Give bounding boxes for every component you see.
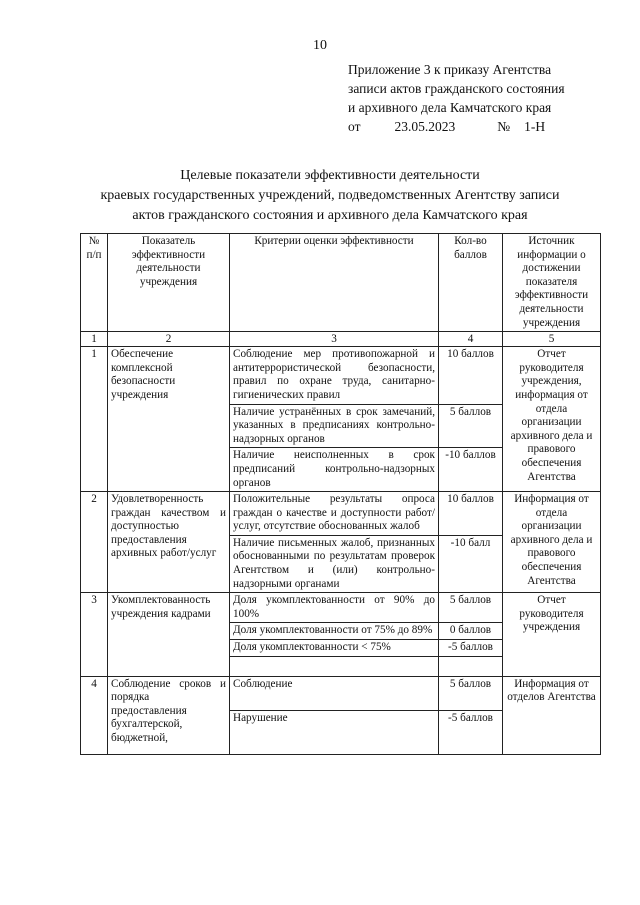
header-criteria: Критерии оценки эффективности: [230, 234, 439, 332]
document-title-line-3: актов гражданского состояния и архивного дела Камчатского края: [132, 208, 528, 223]
page-number: 10: [313, 38, 327, 53]
row-points: 5 баллов: [439, 404, 503, 448]
row-criterion: Положительные результаты опроса граждан о качестве и доступности работ/услуг, отсутствие обоснованных жалоб: [230, 492, 439, 536]
row-indicator: Укомплектованность учреждения кадрами: [108, 593, 230, 676]
header-indicator: Показатель эффективности деятельности учреждения: [108, 234, 230, 332]
row-criterion: Доля укомплектованности < 75%: [230, 640, 439, 657]
row-points: -5 баллов: [439, 640, 503, 657]
column-number: 3: [230, 332, 439, 347]
row-indicator: Соблюдение сроков и порядка предоставления бухгалтерской, бюджетной,: [108, 676, 230, 754]
appendix-line-3: и архивного дела Камчатского края: [348, 100, 552, 115]
row-indicator: Удовлетворенность граждан качеством и доступностью предоставления архивных работ/услуг: [108, 492, 230, 593]
table-row: [81, 676, 601, 710]
row-points: -5 баллов: [439, 710, 503, 754]
row-criterion: Соблюдение мер противопожарной и антитеррористической безопасности, правил по охране труда, санитарно-гигиенических правил: [230, 347, 439, 404]
appendix-date-line: [348, 117, 618, 136]
document-title: [60, 166, 600, 226]
column-number: 1: [81, 332, 108, 347]
header-num: № п/п: [81, 234, 108, 332]
header-points: Кол-во баллов: [439, 234, 503, 332]
row-points: -10 баллов: [439, 448, 503, 492]
row-num: 1: [81, 347, 108, 492]
document-title-line-2: краевых государственных учреждений, подведомственных Агентству записи: [100, 188, 560, 203]
appendix-header: [348, 60, 618, 136]
row-criterion: Соблюдение: [230, 676, 439, 710]
row-points: 5 баллов: [439, 676, 503, 710]
appendix-number-sign: №: [497, 119, 511, 134]
table-header-row: [81, 234, 601, 332]
row-source: Отчет руководителя учреждения, информация от отдела организации архивного дела и правового обеспечения Агентства: [503, 347, 601, 492]
row-criterion: Наличие устранённых в срок замечаний, указанных в предписаниях контрольно-надзорных органов: [230, 404, 439, 448]
row-criterion: Наличие неисполненных в срок предписаний контрольно-надзорных органов: [230, 448, 439, 492]
table-row: [81, 593, 601, 623]
row-criterion: Доля укомплектованности от 75% до 89%: [230, 623, 439, 640]
row-points: 10 баллов: [439, 347, 503, 404]
row-criterion: Нарушение: [230, 710, 439, 754]
row-source: Информация от отделов Агентства: [503, 676, 601, 754]
row-criterion: Доля укомплектованности от 90% до 100%: [230, 593, 439, 623]
appendix-line-1: Приложение 3 к приказу Агентства: [348, 62, 552, 77]
row-points: 5 баллов: [439, 593, 503, 623]
appendix-line-2: записи актов гражданского состояния: [348, 81, 565, 96]
column-number: 4: [439, 332, 503, 347]
row-num: 4: [81, 676, 108, 754]
row-num: 2: [81, 492, 108, 593]
column-number: 2: [108, 332, 230, 347]
indicators-table: [80, 233, 601, 755]
row-source: Информация от отдела организации архивного дела и правового обеспечения Агентства: [503, 492, 601, 593]
row-indicator: Обеспечение комплексной безопасности учреждения: [108, 347, 230, 492]
row-points: 0 баллов: [439, 623, 503, 640]
empty-cell: [230, 656, 439, 676]
appendix-date: 23.05.2023: [394, 119, 456, 134]
row-num: 3: [81, 593, 108, 676]
column-number: 5: [503, 332, 601, 347]
table-row: [81, 347, 601, 404]
row-criterion: Наличие письменных жалоб, признанных обоснованными по результатам проверок Агентством и (или) контрольно-надзорными органами: [230, 535, 439, 592]
table-row: [81, 492, 601, 536]
empty-cell: [439, 656, 503, 676]
column-numbers-row: [81, 332, 601, 347]
row-source: Отчет руководителя учреждения: [503, 593, 601, 676]
appendix-from-label: от: [348, 119, 361, 134]
header-source: Источник информации о достижении показателя эффективности деятельности учреждения: [503, 234, 601, 332]
row-points: 10 баллов: [439, 492, 503, 536]
document-title-line-1: Целевые показатели эффективности деятельности: [180, 168, 480, 183]
appendix-number: 1-Н: [524, 119, 546, 134]
row-points: -10 балл: [439, 535, 503, 592]
